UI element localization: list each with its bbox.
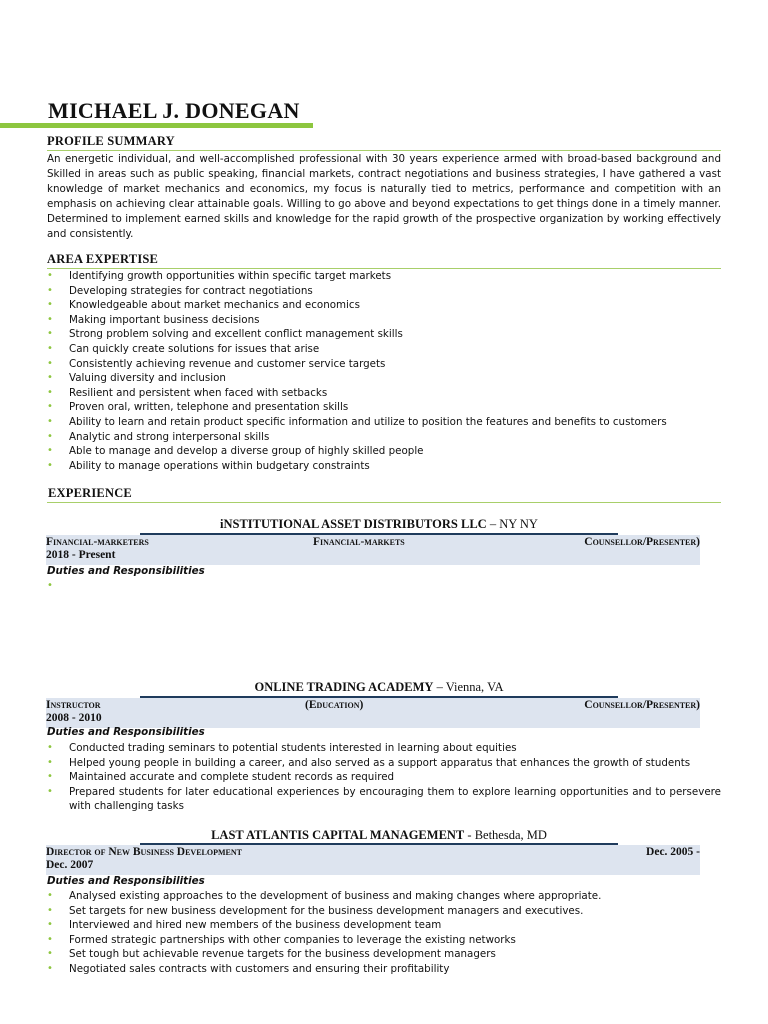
- bullet-icon: •: [47, 904, 53, 916]
- bullet-icon: •: [47, 401, 53, 413]
- list-item: • Helped young people in building a career, and also served as a support apparatus that enhances the growth of students: [47, 756, 691, 769]
- list-item: • Interviewed and hired new members of the business development team: [47, 919, 442, 932]
- bullet-icon: •: [47, 284, 53, 296]
- role-end-date: Dec. 2007: [46, 859, 94, 871]
- bullet-icon: •: [47, 919, 53, 931]
- list-item: • Developing strategies for contract negotiations: [47, 284, 313, 297]
- bullet-icon: •: [47, 299, 53, 311]
- role-title: Financial-marketers: [46, 536, 149, 548]
- company-heading: [140, 828, 618, 843]
- profile-summary-heading: PROFILE SUMMARY: [47, 134, 175, 148]
- expertise-list: [47, 269, 721, 473]
- list-item: • Set tough but achievable revenue targets for the business development managers: [47, 948, 496, 961]
- name-underline-bar: [0, 123, 313, 128]
- role-title: Director of New Business Development: [46, 846, 242, 858]
- bullet-icon: •: [47, 962, 53, 974]
- list-item: • Resilient and persistent when faced with setbacks: [47, 386, 328, 399]
- bullet-icon: •: [47, 933, 53, 945]
- bullet-icon: •: [47, 430, 53, 442]
- bullet-icon: •: [47, 328, 53, 340]
- bullet-icon: •: [47, 948, 53, 960]
- bullet-icon: •: [47, 742, 53, 753]
- company-name: ONLINE TRADING ACADEMY: [254, 680, 434, 694]
- list-item: • Proven oral, written, telephone and presentation skills: [47, 401, 349, 414]
- company-name: LAST ATLANTIS CAPITAL MANAGEMENT: [211, 828, 465, 842]
- company-heading: [140, 680, 618, 695]
- duties-list: [47, 741, 721, 814]
- company-name: iNSTITUTIONAL ASSET DISTRIBUTORS LLC: [220, 517, 487, 531]
- list-item: • Ability to manage operations within budgetary constraints: [47, 459, 370, 472]
- list-item: • Set targets for new business development for the business development managers and executives.: [47, 904, 584, 917]
- bullet-icon: •: [47, 890, 53, 901]
- bullet-icon: •: [47, 386, 53, 398]
- role-function: Counsellor/Presenter): [584, 536, 700, 548]
- bullet-icon: •: [47, 357, 53, 369]
- duties-list: [47, 889, 721, 977]
- list-item: • Identifying growth opportunities within specific target markets: [47, 270, 392, 282]
- experience-heading: EXPERIENCE: [48, 486, 132, 500]
- bullet-icon: •: [47, 372, 53, 384]
- bullet-icon: •: [47, 445, 53, 457]
- list-item: • Making important business decisions: [47, 313, 260, 326]
- duties-label: Duties and Responsibilities: [47, 875, 205, 887]
- company-location: – NY NY: [486, 517, 538, 531]
- company-location: – Vienna, VA: [433, 680, 504, 694]
- list-item: • Analytic and strong interpersonal skills: [47, 430, 270, 443]
- candidate-name: MICHAEL J. DONEGAN: [48, 98, 300, 123]
- company-location: - Bethesda, MD: [464, 828, 547, 842]
- bullet-icon: •: [47, 415, 53, 427]
- list-item: • Formed strategic partnerships with other companies to leverage the existing networks: [47, 933, 516, 946]
- duties-label: Duties and Responsibilities: [47, 565, 205, 577]
- list-item: • Negotiated sales contracts with customers and ensuring their profitability: [47, 962, 450, 975]
- role-dates: 2018 - Present: [46, 549, 116, 561]
- profile-summary-text: An energetic individual, and well-accomplished professional with 30 years experience armed with broad-based background and Skilled in areas such as public speaking, financial markets, contract negotiations and business strategies, I have gathered a vast knowledge of market mechanics and economics, my focus is naturally tied to metrics, performance and competition with an emphasis on achieving clear attainable goals. Willing to go above and beyond expectations to get things done in a timely manner. Determined to implement earned skills and knowledge for the rapid growth of the prospective organization by working effectively and consistently.: [47, 153, 721, 240]
- role-band: [46, 845, 700, 875]
- list-item: • Analysed existing approaches to the development of business and making changes where appropriate.: [47, 890, 602, 902]
- list-item: • Can quickly create solutions for issues that arise: [47, 342, 320, 355]
- role-dates: 2008 - 2010: [46, 712, 102, 724]
- list-item: • Conducted trading seminars to potential students interested in learning about equities: [47, 742, 517, 754]
- list-item: • Strong problem solving and excellent conflict management skills: [47, 328, 403, 341]
- bullet-icon: •: [47, 756, 53, 768]
- role-department: Financial-markets: [313, 536, 405, 548]
- list-item: • Knowledgeable about market mechanics and economics: [47, 299, 360, 312]
- role-function: Counsellor/Presenter): [584, 699, 700, 711]
- company-heading: [140, 517, 618, 532]
- role-band: [46, 535, 700, 565]
- bullet-icon: •: [47, 313, 53, 325]
- list-item: • Maintained accurate and complete student records as required: [47, 771, 395, 784]
- list-item: • Consistently achieving revenue and customer service targets: [47, 357, 386, 370]
- role-band: [46, 698, 700, 728]
- area-expertise-heading: AREA EXPERTISE: [47, 252, 159, 266]
- list-item: • Valuing diversity and inclusion: [47, 372, 226, 385]
- role-start-date: Dec. 2005 -: [646, 846, 700, 858]
- bullet-icon: •: [47, 459, 53, 471]
- section-divider: [47, 150, 721, 151]
- list-item: • Ability to learn and retain product specific information and utilize to position the features and benefits to customers: [47, 415, 667, 428]
- bullet-icon: •: [47, 580, 53, 591]
- list-item: • Able to manage and develop a diverse group of highly skilled people: [47, 445, 424, 458]
- bullet-icon: •: [47, 785, 53, 797]
- bullet-icon: •: [47, 771, 53, 783]
- duties-label: Duties and Responsibilities: [47, 726, 205, 738]
- bullet-icon: •: [47, 342, 53, 354]
- role-title: Instructor: [46, 699, 101, 711]
- role-department: (Education): [305, 699, 364, 711]
- bullet-icon: •: [47, 270, 53, 281]
- section-divider: [47, 502, 721, 503]
- list-item: • Prepared students for later educational experiences by encouraging them to explore learning opportunities and to persevere with challenging tasks: [47, 785, 721, 813]
